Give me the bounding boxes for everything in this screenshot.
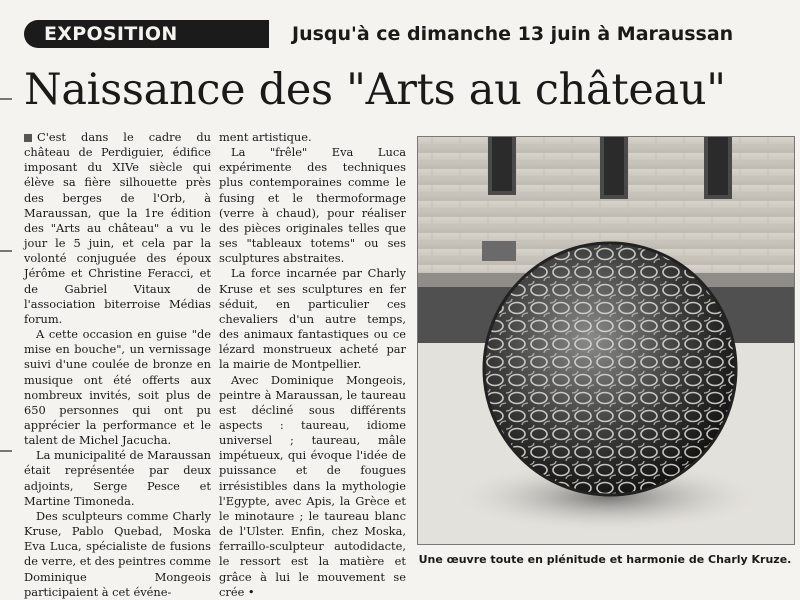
paragraph: La force incarnée par Charly Kruse et ses sculptures en fer séduit, en particulier ces chevaliers d'un autre temps, des animaux fantastiques ou ce lézard monstrueux acheté par la mairie de Montpellier. bbox=[219, 266, 406, 372]
subheadline: Jusqu'à ce dimanche 13 juin à Maraussan bbox=[292, 23, 734, 45]
bullet-square-icon bbox=[24, 134, 32, 142]
paragraph-text: C'est dans le cadre du château de Perdiguier, édifice imposant du XIVe siècle qui élève sa fière silhouette près des berges de l'Orb, à Maraussan, que la 1re édition des "Arts au château" a vu le jour le 5 juin, et cela par la volonté conjuguée des époux Jérôme et Christine Feracci, et de Gabriel Vitaux de l'association biterroise Médias forum. bbox=[24, 130, 211, 326]
headline: Naissance des "Arts au château" bbox=[24, 65, 726, 115]
photo-caption: Une œuvre toute en plénitude et harmonie de Charly Kruze. bbox=[418, 553, 792, 566]
paragraph: Avec Dominique Mongeois, peintre à Maraussan, le taureau est décliné sous différents aspects : taureau, idiome universel ; taureau, mâle impétueux, qui évoque l'idée de puissance et de fougues irrésistibles dans la mythologie l'Egypte, avec Apis, la Grèce et le minotaure ; le taureau blanc de l'Ulster. Enfin, chez Moska, ferraillo-sculpteur autodidacte, le ressort est la matière et grâce à lui le mouvement se crée • bbox=[219, 372, 406, 599]
paragraph: La "frêle" Eva Luca expérimente des techniques plus contemporaines comme le fusing et le thermoformage (verre à chaud), pour réaliser des pièces originales telles que ses "tableaux totems" ou ses sculptures abstraites. bbox=[219, 145, 406, 266]
paragraph: Des sculpteurs comme Charly Kruse, Pablo Quebad, Moska Eva Luca, spécialiste de fusions de verre, et des peintres comme Dominique Mongeois participaient à cet événe- bbox=[24, 508, 211, 599]
sphere-sculpture-image bbox=[418, 137, 794, 544]
margin-mark bbox=[0, 98, 12, 100]
paragraph: ment artistique. bbox=[219, 130, 312, 144]
article-column-1 bbox=[24, 130, 211, 600]
article-column-2 bbox=[219, 130, 406, 600]
paragraph bbox=[24, 130, 211, 327]
sculpture-photo bbox=[417, 136, 795, 545]
margin-mark bbox=[0, 450, 12, 452]
section-label: EXPOSITION bbox=[44, 23, 178, 45]
margin-mark bbox=[0, 250, 12, 252]
paragraph: A cette occasion en guise "de mise en bouche", un vernissage suivi d'une coulée de bronze en musique ont été offerts aux nombreux invités, soit plus de 650 personnes qui ont pu apprécier la performance et le talent de Michel Jacucha. bbox=[24, 327, 211, 448]
paragraph: La municipalité de Maraussan était représentée par deux adjoints, Serge Pesce et Martine Timoneda. bbox=[24, 448, 211, 508]
